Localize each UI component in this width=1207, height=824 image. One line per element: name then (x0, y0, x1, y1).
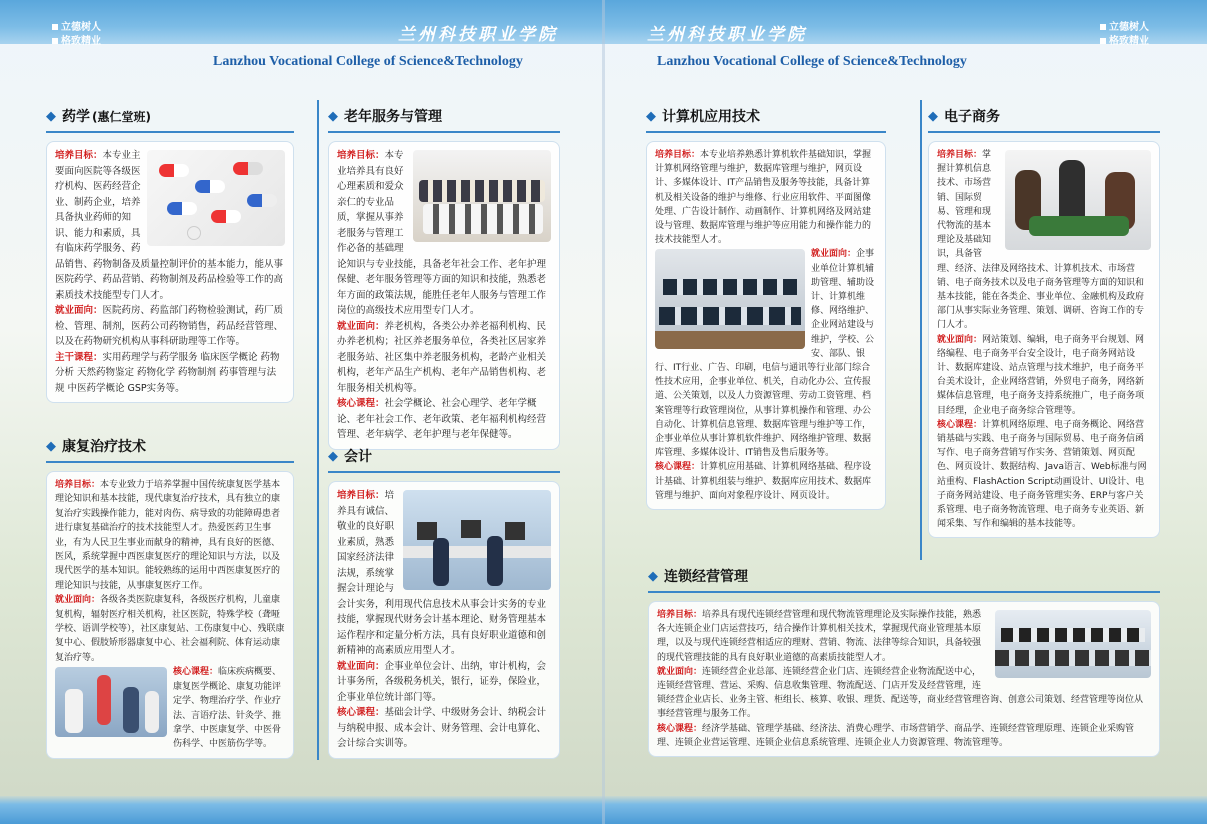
section-body (328, 141, 560, 450)
goal-text: 培养具有诚信、敬业的良好职业素质，熟悉国家经济法律法规，系统掌握会计理论与会计实务，利用现代信息技术从事会计实务的专业技能，掌握现代财务会计基本理论、财务管理基本运作程序和定量分析方法，具有良好职业道德和创新精神的高素质应用型人才。 (337, 490, 547, 656)
goal-label: 培养目标： (55, 150, 103, 161)
job-label: 就业面向： (657, 666, 703, 677)
goal-text: 本专业培养熟悉计算机软件基础知识，掌握计算机网络管理与维护，数据库管理与维护，网页设计、多媒体设计、IT产品销售及服务等技能，具备计算机及相关设备的维护与维修、行业应用软件、平面图像处理、广告设计制作、动画制作、计算机网络及网站建设与管理、数据库管理与维护等应用能力和操作能力的技术技能型人才。 (655, 150, 872, 246)
section-ecommerce (928, 106, 1160, 538)
course-label: 核心课程： (655, 462, 701, 473)
section-body (928, 141, 1160, 538)
section-title-text: 药学 (62, 109, 90, 125)
goal-label: 培养目标： (657, 610, 703, 620)
goal-text: 本专业致力于培养掌握中国传统康复医学基本理论知识和基本技能，现代康复治疗技术，具有独立的康复治疗实践操作能力，能对肉伤、病导致的功能障碍患者进行康复基础治疗的技术技能型人才。热爱医药卫生事业，有为人民卫生事业而献身的精神，具有良好的医德、医风，系统掌握中西医康复医疗的理论知识与方法，以及现代医学的基本知识。能较熟练的运用中西医康复医疗的理论知识与技能，从事康复医疗工作。 (55, 480, 281, 591)
job-text: 连锁经营企业总部、连锁经营企业门店、连锁经营企业物流配送中心，连锁经营管理、营运、采购、信息收集管理、物流配送、门店开发及经营管理，连锁经营企业店长、业务主管、柜组长、核算、收银、理货、配送等，商业经营管理咨询、创意公司策划、经营管理等岗位从事经营管理与服务工作。 (657, 666, 1144, 720)
computer-lab-photo (655, 249, 805, 349)
section-title (648, 566, 1160, 593)
job-text: 网站策划、编辑，电子商务平台规划、网络编程、电子商务平台安全设计，电子商务网站设计、数据库建设、站点管理与技术维护，电子商务平台美术设计，企业网络营销，外贸电子商务，网络新媒体信息管理，电子商务支持系统推广，电子商务项目经理，企业电子商务综合管理等。 (937, 334, 1145, 416)
diamond-icon: ◆ (46, 438, 56, 454)
job-label: 就业面向： (937, 334, 983, 345)
job-label: 就业面向： (55, 595, 101, 606)
section-body (328, 481, 560, 759)
motto-right-1: 立德树人 (1109, 22, 1149, 33)
section-body (648, 601, 1160, 757)
course-text: 基础会计学、中级财务会计、纳税会计与纳税申报、成本会计、财务管理、会计电算化、会计综合实训等。 (337, 707, 547, 749)
section-rehab (46, 436, 294, 759)
diamond-icon: ◆ (928, 108, 938, 124)
job-text: 企事业单位会计、出纳，审计机构，会计事务所，各级税务机关，银行，证券，保险业，企事业单位统计部门等。 (337, 660, 547, 703)
elderly-group-photo (413, 150, 551, 242)
section-title-text: 连锁经营管理 (664, 569, 748, 585)
course-label: 核心课程： (337, 707, 385, 718)
course-text: 临床疾病概要、康复医学概论、康复功能评定学、物理治疗学、作业疗法、言语疗法、针灸学、推拿学、中医康复学、中医骨伤科学、中医筋伤学等。 (173, 667, 282, 750)
goal-label: 培养目标： (937, 150, 983, 160)
motto-left-1: 立德树人 (61, 22, 101, 33)
job-label: 就业面向： (337, 320, 385, 332)
section-accounting (328, 446, 560, 759)
section-elderly (328, 106, 560, 450)
diamond-icon: ◆ (648, 568, 658, 584)
job-text: 养老机构，各类公办养老福利机构、民办养老机构；社区养老服务单位，各类社区居家养老服务站、社区集中养老服务机构，老龄产业相关机构，老年产品生产机构、老年产品销售机构、老年服务相关机构等。 (337, 320, 547, 394)
motto-right (1100, 21, 1149, 49)
course-text: 计算机应用基础、计算机网络基础、程序设计基础、计算机组装与维护、数据库应用技术、数据库管理与维护、面向对象程序设计、网页设计。 (655, 462, 872, 501)
page-fold (602, 0, 605, 824)
course-label: 核心课程： (937, 419, 983, 430)
diamond-icon: ◆ (46, 108, 56, 124)
goal-label: 培养目标： (337, 150, 385, 161)
ecommerce-students-photo (1005, 150, 1151, 250)
course-label: 核心课程： (337, 398, 385, 409)
goal-text: 培养具有现代连锁经营管理和现代物流管理理论及实际操作技能，熟悉各大连锁企业门店运营技巧，结合操作计算机相关技术，掌握现代商业管理基本原理，以及与现代连锁经营相适应的理财、营销、物流、法律等综合知识，具备较强的现代管理技能的具有良好职业道德的高素质技能型人才。 (657, 610, 982, 663)
college-logo-left: 兰州科技职业学院 (398, 25, 558, 45)
section-computer (646, 106, 886, 510)
course-label: 核心课程： (657, 723, 703, 734)
college-name-en-right: Lanzhou Vocational College of Science&Technology (657, 54, 967, 69)
column-divider (317, 100, 319, 760)
section-title-text: 计算机应用技术 (662, 109, 760, 125)
pills-photo (147, 150, 285, 246)
motto-right-2: 格致精业 (1109, 36, 1149, 47)
job-label: 就业面向： (337, 660, 385, 672)
accounting-office-photo (403, 490, 551, 590)
course-text: 社会学概论、社会心理学、老年学概论、老年社会工作、老年政策、老年福利机构经营管理、老年病学、老年护理与老年保健等。 (337, 398, 547, 440)
job-text: 医院药房、药监部门药物检验测试，药厂质检、管理、制剂，医药公司药物销售，药品经营管理、以及在药物研究机构从事科研助理等工作等。 (55, 305, 284, 347)
course-text: 经济学基础、管理学基础、经济法、消费心理学、市场营销学、商品学、连锁经营管理原理、连锁企业采购管理、连锁企业营运管理、连锁企业信息系统管理、连锁企业人力资源管理、物流管理等。 (657, 723, 1135, 748)
section-title-text: 电子商务 (944, 109, 1000, 125)
diamond-icon: ◆ (328, 448, 338, 464)
diamond-icon: ◆ (646, 108, 656, 124)
section-title-text: 老年服务与管理 (344, 109, 442, 125)
college-name-en-left: Lanzhou Vocational College of Science&Technology (213, 54, 523, 69)
section-body (46, 141, 294, 403)
section-pharmacy (46, 106, 294, 403)
job-text: 企事业单位计算机辅助管理、辅助设计、计算机维修、网络维护、企业网站建设与维护，学校、公安、部队、银行、IT行业、广告、印刷，电信与通讯等行业部门综合性技术应用，企事业单位、机关，自动化办公、宣传报道、公关策划，以及人力资源管理、劳动工资管理、档案管理等行政管理岗位，从事计算机操作和管理、办公自动化、计算机信息管理、数据库管理与维护等工作，企事业单位从事计算机软件维护、网络维护管理、数据库管理、多媒体设计、IT销售及售后服务等。 (655, 249, 875, 459)
job-label: 就业面向： (811, 249, 857, 260)
course-text: 实用药理学与药学服务 临床医学概论 药物分析 天然药物鉴定 药物化学 药物制剂 药事管理与法规 中医药学概论 GSP实务等。 (55, 351, 280, 394)
section-chain (648, 566, 1160, 757)
section-body (46, 471, 294, 759)
section-body (646, 141, 886, 510)
section-title-text: 会计 (344, 449, 372, 465)
goal-text: 本专业培养具有良好心理素质和爱众亲仁的专业品质，掌握从事养老服务与管理工作必备的基础理论知识与专业技能，具备老年社会工作、老年护理保健、老年服务管理等方面的知识和技能，熟悉老年方面的政策法规，能胜任老年人服务与管理工作岗位的高级技术应用型专门人才。 (337, 150, 547, 316)
goal-label: 培养目标： (337, 490, 385, 501)
goal-label: 培养目标： (655, 150, 701, 160)
job-text: 各级各类医院康复科，各级医疗机构，儿童康复机构，辐射医疗相关机构，社区医院，特殊学校（聋哑学校、语训学校等），社区康复站、工伤康复中心、残联康复中心、假肢矫形器康复中心、社会福利院、体育运动康复治疗等。 (55, 595, 285, 663)
goal-text: 掌握计算机信息技术、市场营销、国际贸易、管理和现代物流的基本理论及基础知识，具备管理、经济、法律及网络技术、计算机技术、市场营销、电子商务技术以及电子商务管理等方面的知识和基本技能，能在各类企、事业单位、金融机构及政府部门从事实际业务管理、策划、调研、咨询工作的专门人才。 (937, 150, 1145, 331)
column-divider (920, 100, 922, 560)
college-logo-right: 兰州科技职业学院 (647, 25, 807, 45)
job-label: 就业面向： (55, 305, 103, 316)
diamond-icon: ◆ (328, 108, 338, 124)
motto-left-2: 格致精业 (61, 36, 101, 47)
course-label: 核心课程： (173, 667, 219, 678)
section-title (646, 106, 886, 133)
chain-classroom-photo (995, 610, 1151, 678)
course-label: 主干课程： (55, 351, 103, 363)
rehab-class-photo (55, 667, 167, 737)
section-title (46, 436, 294, 463)
course-text: 计算机网络原理、电子商务概论、网络营销基础与实践、电子商务与国际贸易、电子商务信函写作、电子商务营销写作实务、营销策划、网页配色、网页设计、数据结构、Java语言、Web标准与网站重构、FlashAction Script动画设计、UI设计、电子商务网站建设、电子商务管理实务、ERP与客户关系管理、电子商务物流管理、电子商务专业英语、新闻采集、写作和编辑的基本技能等。 (937, 419, 1147, 530)
section-title (928, 106, 1160, 133)
section-title (328, 106, 560, 133)
motto-left (52, 21, 101, 49)
section-subtitle: (惠仁堂班) (92, 109, 151, 124)
section-title (46, 106, 294, 133)
section-title (328, 446, 560, 473)
section-title-text: 康复治疗技术 (62, 439, 146, 455)
goal-text: 本专业主要面向医院等各级医疗机构、医药经营企业、制药企业，培养具备执业药师的知识、能力和素质，具有临床药学服务、药品销售、药物制备及质量控制评价的基本能力，能从事医院药学、药品营销、药物制剂及药品检验等工作的高素质技术技能型专门人才。 (55, 150, 284, 301)
goal-label: 培养目标： (55, 480, 101, 490)
